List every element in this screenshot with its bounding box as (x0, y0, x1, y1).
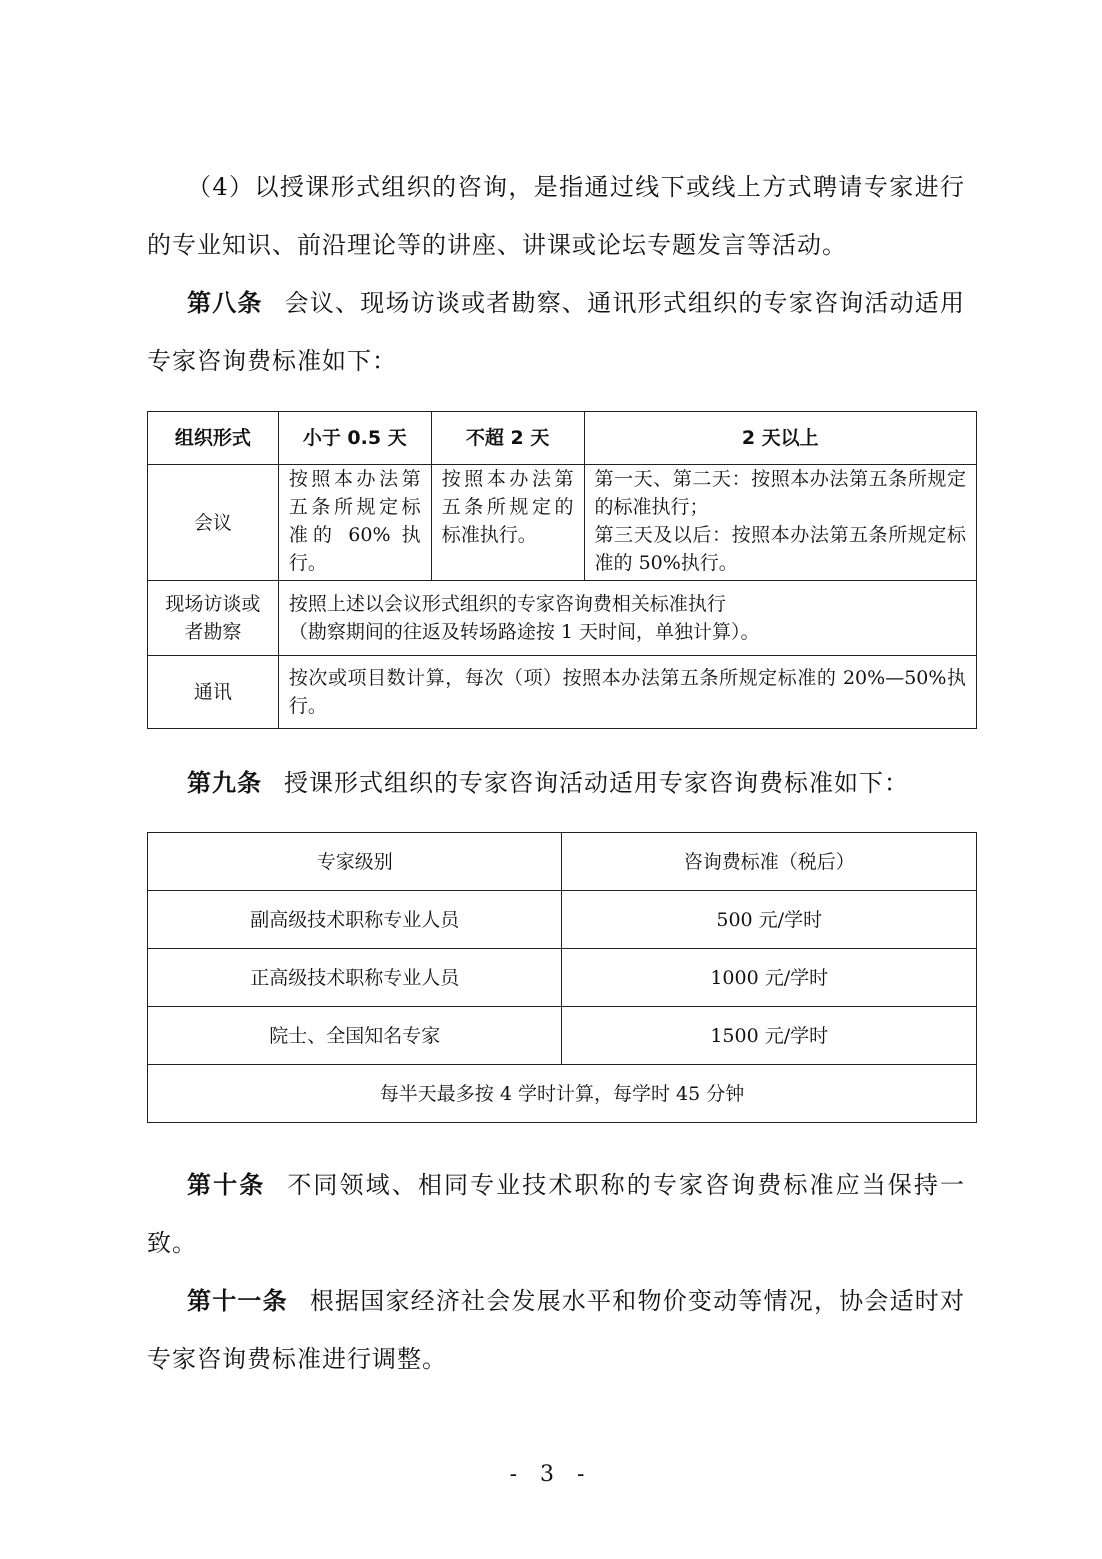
table-row (148, 949, 977, 1007)
article-8-title: 第八条 (187, 289, 263, 317)
lecture-fee-table (147, 832, 977, 1123)
lecture-header-level: 专家级别 (148, 833, 562, 891)
fee-row-meeting (148, 465, 977, 581)
fee-telecom-label: 通讯 (148, 656, 279, 729)
lecture-level-cell: 院士、全国知名专家 (148, 1007, 562, 1065)
fee-onsite-line2: （勘察期间的往返及转场路途按 1 天时间，单独计算）。 (288, 621, 760, 643)
fee-telecom-text: 按次或项目数计算，每次（项）按照本办法第五条所规定标准的 20%—50%执行。 (278, 656, 976, 729)
fee-meeting-two-days: 按照本办法第五条所规定的标准执行。 (431, 465, 584, 581)
fee-onsite-line1: 按照上述以会议形式组织的专家咨询费相关标准执行 (288, 593, 726, 615)
fee-onsite-label: 现场访谈或者勘察 (148, 581, 279, 656)
fee-row-telecom (148, 656, 977, 729)
paragraph-item-4 (147, 158, 965, 274)
fee-table-header-row (148, 412, 977, 465)
article-10 (147, 1156, 965, 1272)
article-9-title: 第九条 (187, 769, 262, 797)
table-row (148, 1007, 977, 1065)
fee-header-half-day: 小于 0.5 天 (278, 412, 431, 465)
article-11-text: 根据国家经济社会发展水平和物价变动等情况，协会适时对专家咨询费标准进行调整。 (147, 1287, 965, 1373)
lecture-fee-cell: 500 元/学时 (562, 891, 977, 949)
fee-onsite-text (278, 581, 976, 656)
consulting-fee-table (147, 411, 977, 729)
article-9 (147, 754, 965, 812)
fee-header-two-days: 不超 2 天 (431, 412, 584, 465)
lecture-level-cell: 正高级技术职称专业人员 (148, 949, 562, 1007)
lecture-table-header-row (148, 833, 977, 891)
lecture-fee-cell: 1500 元/学时 (562, 1007, 977, 1065)
fee-row-onsite (148, 581, 977, 656)
lecture-note: 每半天最多按 4 学时计算，每学时 45 分钟 (148, 1065, 977, 1123)
fee-meeting-label: 会议 (148, 465, 279, 581)
lecture-level-cell: 副高级技术职称专业人员 (148, 891, 562, 949)
article-9-text: 授课形式组织的专家咨询活动适用专家咨询费标准如下： (284, 769, 909, 797)
article-8-text: 会议、现场访谈或者勘察、通讯形式组织的专家咨询活动适用专家咨询费标准如下： (147, 289, 966, 375)
lecture-note-row (148, 1065, 977, 1123)
fee-header-form: 组织形式 (148, 412, 279, 465)
article-8 (147, 274, 965, 390)
fee-meeting-half-day: 按照本办法第五条所规定标准的 60% 执行。 (278, 465, 431, 581)
fee-meeting-over-two-line2: 第三天及以后：按照本办法第五条所规定标准的 50%执行。 (594, 524, 966, 574)
fee-meeting-over-two-days (584, 465, 976, 581)
lecture-fee-cell: 1000 元/学时 (562, 949, 977, 1007)
fee-header-over-two-days: 2 天以上 (584, 412, 976, 465)
article-10-title: 第十条 (187, 1171, 266, 1199)
article-10-text: 不同领域、相同专业技术职称的专家咨询费标准应当保持一致。 (147, 1171, 966, 1257)
table-row (148, 891, 977, 949)
fee-meeting-over-two-line1: 第一天、第二天：按照本办法第五条所规定的标准执行； (594, 468, 966, 518)
article-11 (147, 1272, 965, 1388)
paragraph-item-4-text: （4）以授课形式组织的咨询，是指通过线下或线上方式聘请专家进行的专业知识、前沿理论等的讲座、讲课或论坛专题发言等活动。 (147, 173, 965, 259)
lecture-header-fee: 咨询费标准（税后） (562, 833, 977, 891)
page-number: - 3 - (509, 1462, 593, 1487)
article-11-title: 第十一条 (187, 1287, 288, 1315)
